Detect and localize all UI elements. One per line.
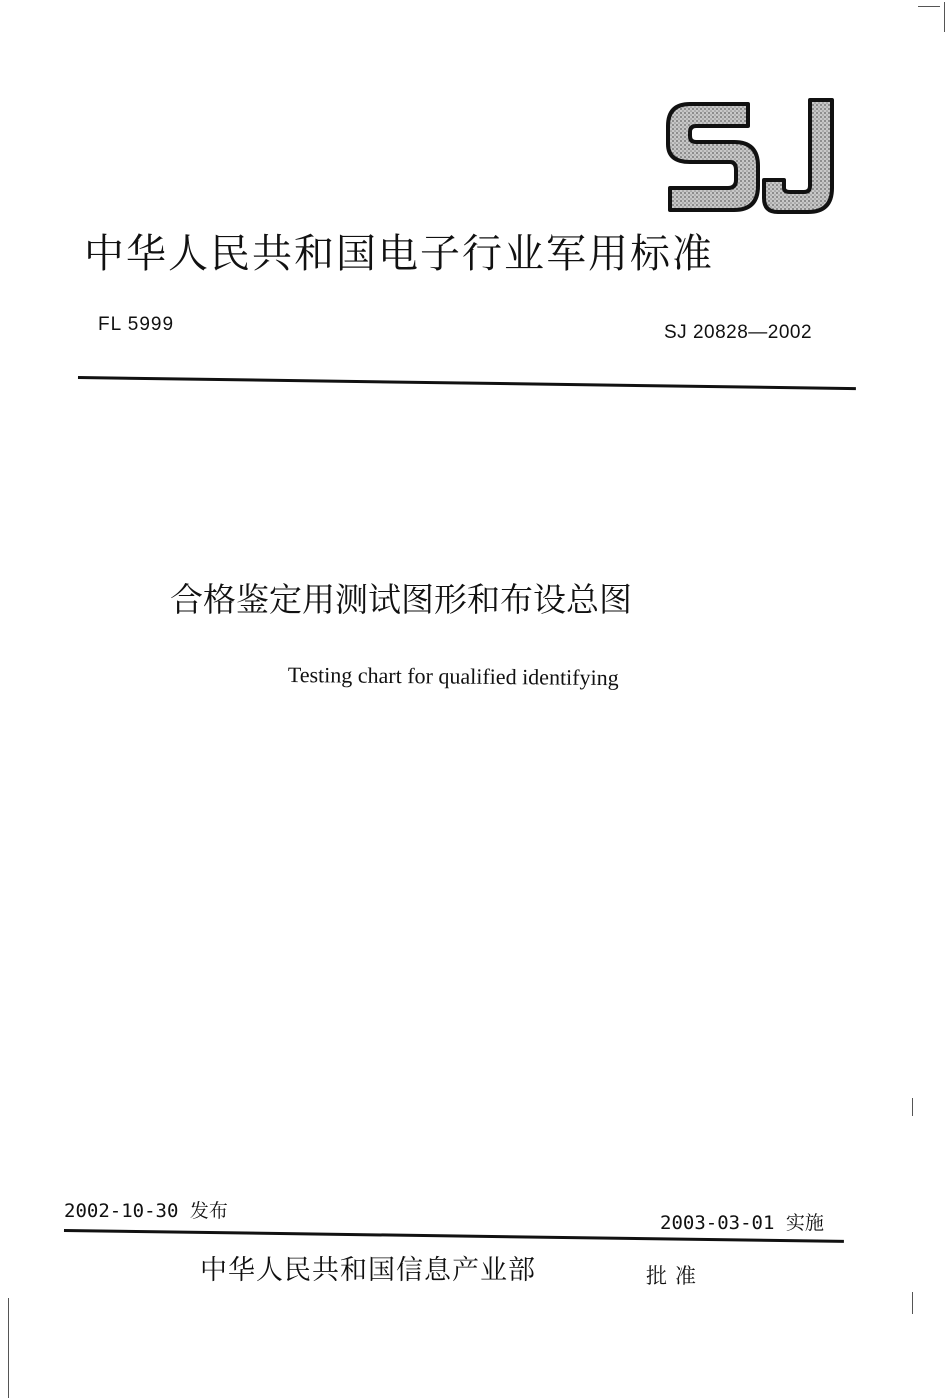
scan-edge-mark <box>918 6 940 7</box>
standard-number: SJ 20828—2002 <box>664 322 813 343</box>
issue-date: 2002-10-30 发布 <box>64 1200 228 1222</box>
organization-title: 中华人民共和国电子行业军用标准 <box>84 231 714 277</box>
sj-logo <box>660 92 840 220</box>
scan-edge-mark <box>912 1098 913 1116</box>
scan-edge-mark <box>912 1292 913 1314</box>
implementation-date: 2003-03-01 实施 <box>660 1212 824 1234</box>
approval-label: 批准 <box>646 1264 704 1288</box>
document-title: 合格鉴定用测试图形和布设总图 <box>170 580 632 619</box>
document-subtitle: Testing chart for qualified identifying <box>287 662 619 691</box>
scan-edge-mark <box>8 1298 9 1398</box>
scan-edge-mark <box>944 2 945 32</box>
classification-code: FL 5999 <box>98 314 175 335</box>
header-divider <box>78 376 856 390</box>
approving-authority: 中华人民共和国信息产业部 <box>200 1255 536 1286</box>
